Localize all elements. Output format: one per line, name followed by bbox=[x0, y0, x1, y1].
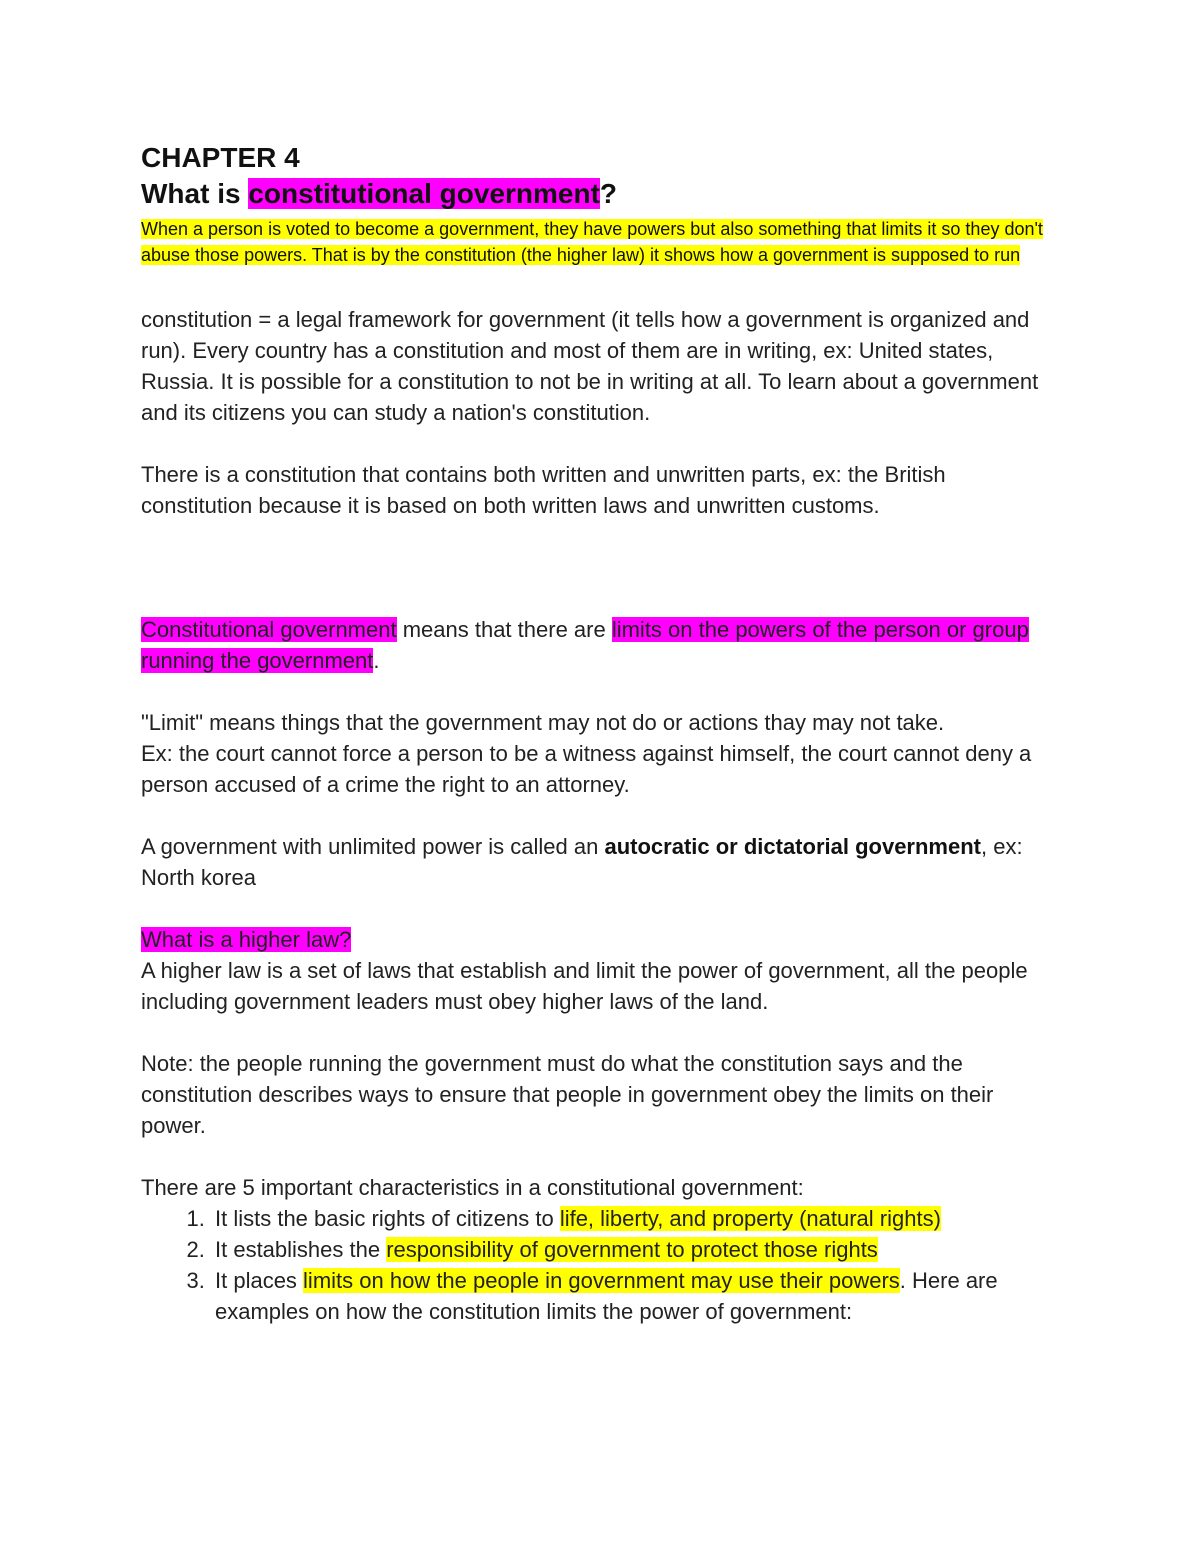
limit-definition: "Limit" means things that the government may not do or actions thay may not take. bbox=[141, 710, 945, 735]
chapter-heading: CHAPTER 4 bbox=[141, 142, 300, 173]
limits-highlight: limits on the powers of the person or group running the government bbox=[141, 617, 1029, 673]
list-item bbox=[211, 1265, 1061, 1327]
intro-note-highlight: When a person is voted to become a government, they have powers but also something that limits it so they don't abuse those powers. That is by the constitution (the higher law) it shows how a government is supposed to run bbox=[141, 219, 1043, 265]
constitution-definition: constitution = a legal framework for government (it tells how a government is organized and run). Every country has a constitution and most of them are in writing, ex: United states, Russia. It is possible for a constitution to not be in writing at all. To learn about a government and its citizens you can study a nation's constitution. bbox=[141, 307, 1039, 425]
british-constitution-paragraph: There is a constitution that contains both written and unwritten parts, ex: the British constitution because it is based on both written laws and unwritten customs. bbox=[141, 462, 946, 518]
list-item-text: It establishes the bbox=[215, 1237, 387, 1262]
list-item-text: It places bbox=[215, 1268, 304, 1293]
higher-law-answer: A higher law is a set of laws that establish and limit the power of government, all the people including government leaders must obey higher laws of the land. bbox=[141, 958, 1028, 1014]
autocratic-pre: A government with unlimited power is called an bbox=[141, 834, 605, 859]
list-item bbox=[211, 1234, 1061, 1265]
section-title-suffix: ? bbox=[599, 178, 618, 209]
characteristics-list bbox=[141, 1203, 1061, 1327]
list-item-text-end: . Here are examples on how the constitution limits the power of government: bbox=[215, 1268, 998, 1324]
constitutional-government-mid: means that there are bbox=[396, 617, 612, 642]
constitutional-government-end: . bbox=[373, 648, 380, 673]
list-item-highlight: responsibility of government to protect those rights bbox=[386, 1237, 878, 1262]
section-title bbox=[141, 176, 1061, 212]
section-title-highlight: constitutional government bbox=[248, 178, 600, 209]
constitutional-government-definition bbox=[141, 614, 1061, 676]
list-item-text: It lists the basic rights of citizens to bbox=[215, 1206, 560, 1231]
higher-law-question-highlight: What is a higher law? bbox=[141, 927, 352, 952]
limit-example: Ex: the court cannot force a person to be a witness against himself, the court cannot deny a person accused of a crime the right to an attorney. bbox=[141, 741, 1032, 797]
higher-law-question bbox=[141, 924, 1061, 955]
autocratic-term: autocratic or dictatorial government bbox=[604, 834, 981, 859]
autocratic-paragraph bbox=[141, 831, 1061, 893]
document-page bbox=[141, 140, 1061, 1327]
intro-note bbox=[141, 216, 1061, 268]
section-title-prefix: What is bbox=[141, 178, 249, 209]
list-item-highlight: limits on how the people in government may use their powers bbox=[303, 1268, 900, 1293]
note-paragraph: Note: the people running the government must do what the constitution says and the constitution describes ways to ensure that people in government obey the limits on their power. bbox=[141, 1051, 994, 1138]
autocratic-post: , ex: North korea bbox=[141, 834, 1023, 890]
characteristics-intro: There are 5 important characteristics in a constitutional government: bbox=[141, 1175, 804, 1200]
list-item-highlight: life, liberty, and property (natural rights) bbox=[559, 1206, 941, 1231]
constitutional-government-term: Constitutional government bbox=[141, 617, 397, 642]
list-item bbox=[211, 1203, 1061, 1234]
